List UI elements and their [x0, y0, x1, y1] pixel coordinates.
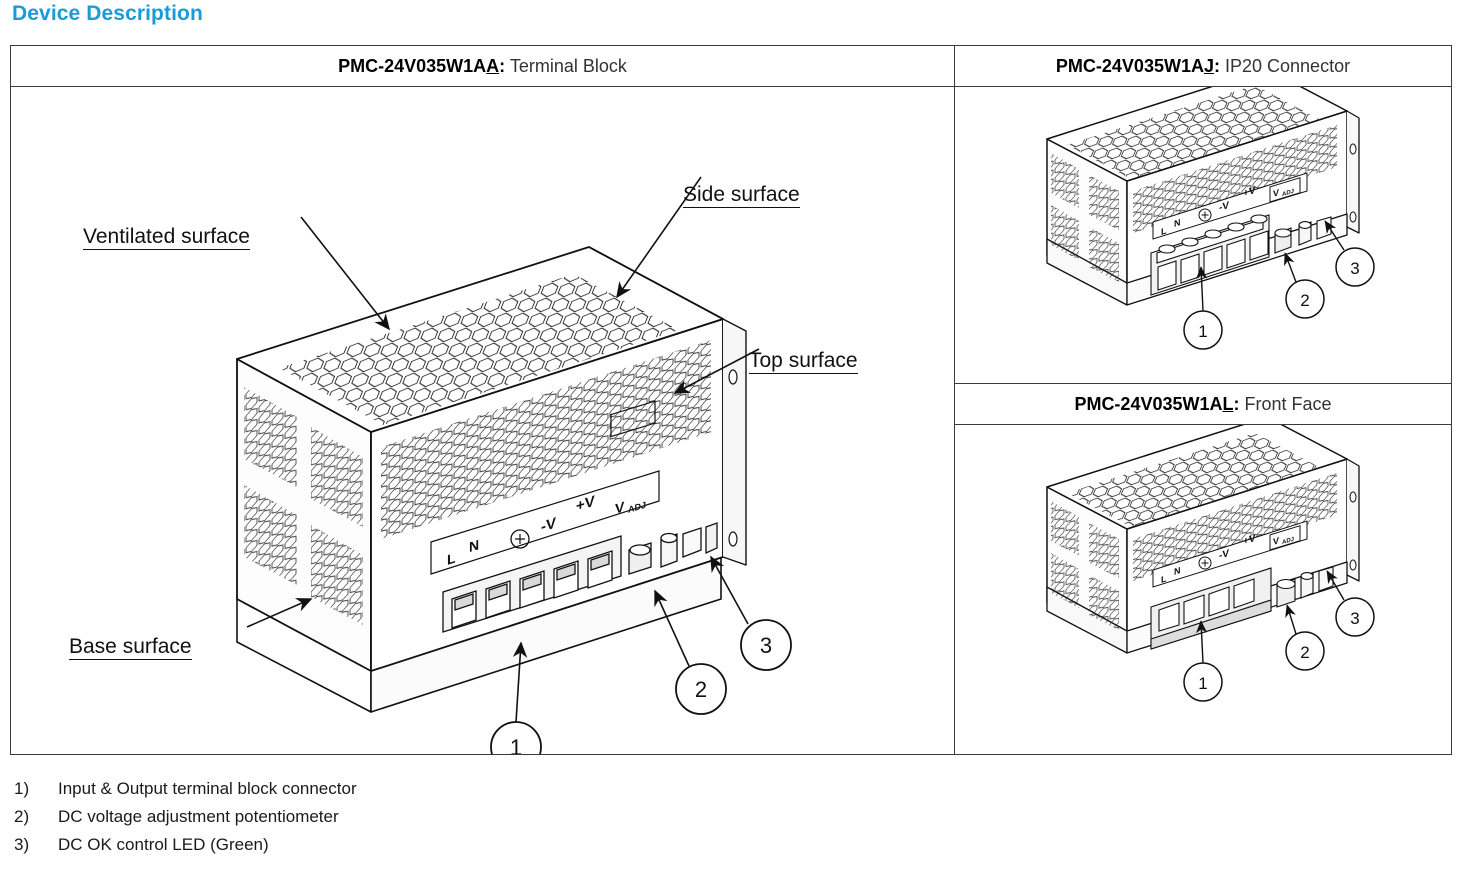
panel-ip20-code: PMC-24V035W1AJ:	[1055, 56, 1220, 76]
marker-3-front: 3	[1350, 609, 1360, 628]
legend-text: Input & Output terminal block connector	[58, 779, 357, 798]
svg-text:L: L	[447, 550, 456, 569]
panel-terminal-block	[11, 46, 955, 757]
panel-front-face-header	[955, 384, 1451, 425]
marker-1-ip20: 1	[1198, 322, 1208, 341]
callout-ventilated-surface: Ventilated surface	[83, 225, 250, 248]
legend-item	[14, 803, 357, 831]
panel-ip20-connector	[955, 46, 1451, 384]
svg-text:V: V	[1273, 535, 1280, 547]
panel-front-face-code: PMC-24V035W1AL:	[1074, 394, 1240, 414]
panel-terminal-block-code: PMC-24V035W1AA:	[338, 56, 506, 76]
marker-2-front: 2	[1300, 643, 1310, 662]
panel-ip20-caption: IP20 Connector	[1225, 56, 1351, 76]
svg-text:L: L	[1161, 573, 1167, 585]
callout-top-surface: Top surface	[749, 349, 858, 372]
panel-front-face-body	[955, 425, 1451, 754]
callout-base-surface: Base surface	[69, 635, 192, 658]
panel-front-face-caption: Front Face	[1244, 394, 1332, 414]
svg-text:ADJ: ADJ	[1282, 535, 1294, 547]
svg-text:ADJ: ADJ	[1282, 187, 1294, 199]
svg-text:+V: +V	[1243, 185, 1256, 200]
legend-text: DC OK control LED (Green)	[58, 835, 269, 854]
svg-text:N: N	[1174, 217, 1181, 229]
panel-front-face	[955, 384, 1451, 754]
callout-side-surface: Side surface	[683, 183, 800, 206]
svg-text:-V: -V	[1219, 200, 1229, 214]
legend-item	[14, 775, 357, 803]
svg-text:V: V	[615, 499, 625, 518]
legend-item	[14, 831, 357, 859]
panel-terminal-block-caption: Terminal Block	[509, 56, 627, 76]
ip20-connector-drawing	[955, 87, 1451, 383]
panel-ip20-body	[955, 87, 1451, 383]
panel-grid	[10, 45, 1452, 755]
svg-text:ADJ: ADJ	[628, 499, 646, 515]
marker-3-ip20: 3	[1350, 259, 1360, 278]
marker-2-ip20: 2	[1300, 291, 1310, 310]
front-face-drawing	[955, 425, 1451, 747]
svg-text:-V: -V	[541, 514, 556, 536]
svg-text:-V: -V	[1219, 548, 1229, 562]
marker-1-left: 1	[509, 735, 523, 757]
page-title: Device Description	[12, 2, 203, 25]
svg-text:N: N	[1174, 565, 1181, 577]
marker-1-front: 1	[1198, 674, 1208, 693]
panel-terminal-block-header	[11, 46, 954, 87]
svg-text:L: L	[1161, 225, 1167, 237]
legend-number: 1)	[14, 779, 30, 798]
legend-text: DC voltage adjustment potentiometer	[58, 807, 339, 826]
svg-text:+V: +V	[576, 492, 595, 516]
svg-text:N: N	[469, 537, 480, 557]
legend-list	[14, 775, 357, 859]
right-column	[955, 46, 1451, 754]
marker-3-left: 3	[759, 633, 773, 658]
panel-terminal-block-body	[11, 87, 954, 757]
legend-number: 2)	[14, 807, 30, 826]
svg-text:V: V	[1273, 187, 1280, 199]
panel-ip20-header	[955, 46, 1451, 87]
marker-2-left: 2	[694, 677, 708, 702]
legend-number: 3)	[14, 835, 30, 854]
svg-text:+V: +V	[1243, 533, 1256, 548]
